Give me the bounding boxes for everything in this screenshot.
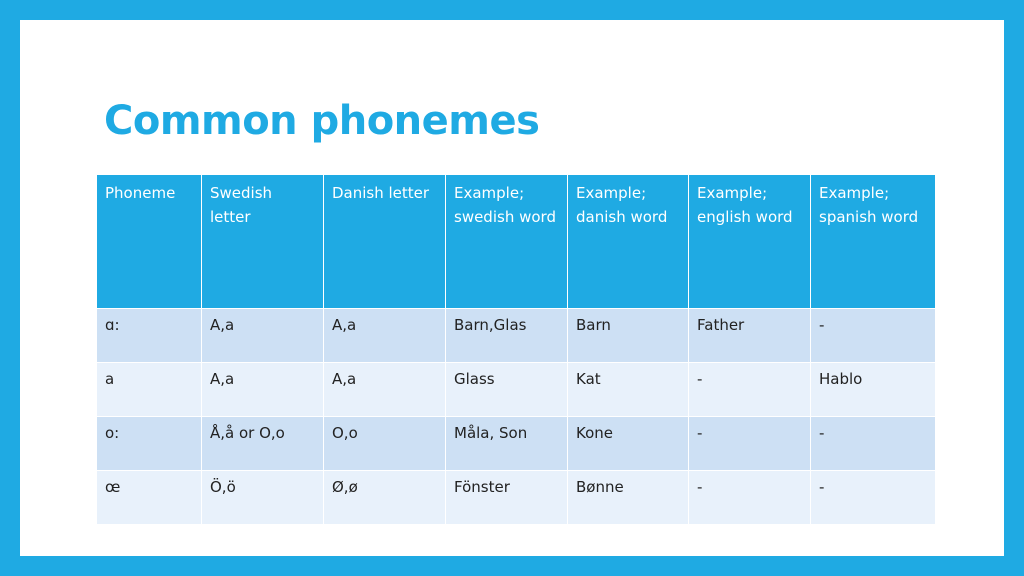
table-cell: Fönster — [446, 471, 568, 525]
table-cell: A,a — [202, 309, 324, 363]
column-header-phoneme: Phoneme — [97, 175, 202, 309]
table-cell: Bønne — [568, 471, 689, 525]
table-cell: Å,å or O,o — [202, 417, 324, 471]
table-cell: - — [811, 309, 936, 363]
slide — [20, 20, 1004, 556]
table-cell: Hablo — [811, 363, 936, 417]
table-cell: - — [689, 417, 811, 471]
table-row — [97, 309, 936, 363]
table-cell: Glass — [446, 363, 568, 417]
table-cell: Ö,ö — [202, 471, 324, 525]
table-cell: A,a — [202, 363, 324, 417]
table-cell: ɑ: — [97, 309, 202, 363]
column-header-danish-letter: Danish letter — [324, 175, 446, 309]
table-row — [97, 417, 936, 471]
table-cell: - — [689, 471, 811, 525]
table-cell: Kone — [568, 417, 689, 471]
table-cell: A,a — [324, 363, 446, 417]
table-cell: o: — [97, 417, 202, 471]
table-cell: O,o — [324, 417, 446, 471]
phoneme-table — [96, 174, 936, 525]
table-cell: - — [811, 417, 936, 471]
column-header-english-word: Example; english word — [689, 175, 811, 309]
column-header-danish-word: Example; danish word — [568, 175, 689, 309]
table-header-row — [97, 175, 936, 309]
table-cell: - — [689, 363, 811, 417]
slide-title: Common phonemes — [104, 98, 540, 144]
table-cell: œ — [97, 471, 202, 525]
table-cell: - — [811, 471, 936, 525]
column-header-swedish-word: Example; swedish word — [446, 175, 568, 309]
table-cell: a — [97, 363, 202, 417]
table-cell: Måla, Son — [446, 417, 568, 471]
column-header-swedish-letter: Swedish letter — [202, 175, 324, 309]
table-cell: A,a — [324, 309, 446, 363]
table-cell: Father — [689, 309, 811, 363]
table-row — [97, 471, 936, 525]
table-cell: Ø,ø — [324, 471, 446, 525]
table-cell: Barn,Glas — [446, 309, 568, 363]
table-cell: Barn — [568, 309, 689, 363]
column-header-spanish-word: Example; spanish word — [811, 175, 936, 309]
table-row — [97, 363, 936, 417]
table-cell: Kat — [568, 363, 689, 417]
